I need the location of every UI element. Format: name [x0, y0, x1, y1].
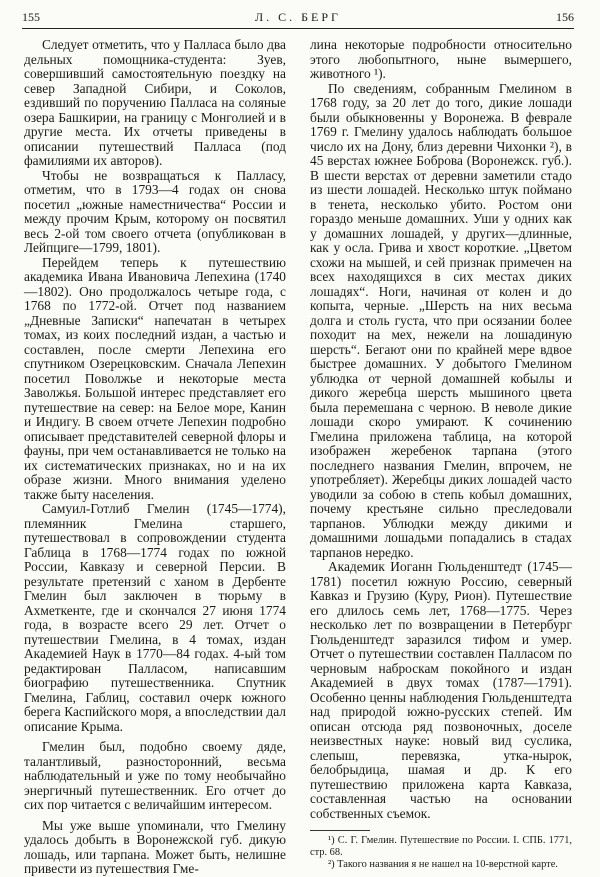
footnote: ²) Такого названия я не нашел на 10-верстной карте. [328, 859, 558, 870]
paragraph: Перейдем теперь к путешествию академика Ивана Ивановича Лепехина (1740—1802). Оно продолжалось четыре года, с 1768 по 1772-ой. Отчет под названием „Дневные Записки“ напечатан в четырех томах, из коих последний издан, а частью и составлен, после смерти Лепехина его спутником Озерецковским. Сначала Лепехин посетил Поволжье и некоторые места Заволжья. Большой интерес представляет его путешествие на север: на Белое море, Канин и Индигу. В своем отчете Лепехин подробно описывает представителей северной флоры и фауны, при чем останавливается не только на их систематических признаках, но и на их образе жизни. Много внимания уделено также быту населения. [24, 254, 286, 502]
left-column [24, 38, 286, 877]
running-header [22, 8, 574, 29]
paragraph: Следует отметить, что у Палласа было два дельных помощника-студента: Зуев, совершивший самостоятельную поездку на север Западной Сибири, и Соколов, ездивший по поручению Палласа на соляные озера Башкирии, на границу с Монголией и в другие места. Их отчеты приведены в описании путешествий Палласа (под фамилиями их авторов). [24, 37, 286, 168]
paragraph: Мы уже выше упоминали, что Гмелину удалось добыть в Воронежской губ. дикую лошадь, или тарпана. Может быть, нелишне привести из путешествия Гме- [24, 817, 286, 876]
page-number-right: 156 [556, 10, 574, 24]
right-column [310, 38, 572, 871]
paragraph: Гмелин был, подобно своему дяде, талантливый, разносторонний, весьма наблюдательный и уже по тому необычайно энергичный путешественник. Его отчет до сих пор читается с величайшим интересом. [24, 739, 286, 812]
paragraph: Академик Иоганн Гюльденштедт (1745—1781) посетил южную Россию, северный Кавказ и Грузию (Куру, Рион). Путешествие его длилось семь лет, 1768—1775. Через несколько лет по возвращении в Петербург Гюльденштедт заразился тифом и умер. Отчет о путешествии составлен Палласом по черновым наброскам покойного и издан Академией в двух томах (1787—1791). Особенно ценны наблюдения Гюльденштедта над природой южно-русских степей. Им описан отсюда ряд позвоночных, доселе неизвестных науке: новый вид суслика, слепыш, перевязка, утка-нырок, белобрыдица, шамая и др. К его путешествию приложена карта Кавказа, составленная частью на основании собственных съемок. [310, 559, 572, 821]
paragraph: По сведениям, собранным Гмелином в 1768 году, за 20 лет до того, дикие лошади были обыкновенны у Воронежа. В феврале 1769 г. Гмелину удалось наблюдать большое число их на Дону, близ деревни Чихонки ²), в 45 верстах южнее Боброва (Воронежск. губ.). В шести верстах от деревни заметили стадо из шести лошадей. Несколько штук поймано в тенета, несколько убито. Ростом они гораздо меньше домашних. Уши у одних как у домашних лошадей, у других—длинные, как у осла. Грива и хвост короткие. „Цветом схожи на мышей, и сей признак примечен на всех находящихся в сих местах диких лошадях“. Ноги, начиная от колен и до копыта, черные. „Шерсть на них весьма долга и столь густа, что при осязании более походит на мех, нежели на лошадиную шерсть“. Бегают они по крайней мере вдвое быстрее домашних. У добытого Гмелином ублюдка от черной домашней кобылы и дикого жеребца шерсть мышиного цвета была перемешана с черною. В неволе дикие лошади скоро умирают. К сочинению Гмелина приложена таблица, на которой изображен жеребенок тарпана (этого последнего названия Гмелин, впрочем, не употребляет). Жеребцы диких лошадей часто уводили за собою в степь кобыл домашних, почему крестьяне сильно преследовали тарпанов. Ублюдки между дикими и домашними лошадьми попадались в стадах тарпанов нередко. [310, 80, 572, 560]
footnote-divider [310, 830, 370, 831]
paragraph: Самуил-Готлиб Гмелин (1745—1774), племянник Гмелина старшего, путешествовал в сопровождении студента Габлица в 1768—1774 годах по южной России, Кавказу и северной Персии. В результате претензий с ханом в Дербенте Гмелин был заключен в тюрьму в Ахметкенте, где и скончался 27 июня 1774 года, в возрасте всего 29 лет. Отчет о путешествии Гмелина, в 4 томах, издан Академией Наук в 1770—84 годах. 4-ый том редактирован Палласом, написавшим биографию путешественника. Спутник Гмелина, Габлиц, составил очерк южного берега Каспийского моря, а впоследствии дал описание Крыма. [24, 501, 286, 734]
paragraph: Чтобы не возвращаться к Палласу, отметим, что в 1793—4 годах он снова посетил „южные наместничества“ России и между прочим Крым, которому он посвятил весь 2-ой том своего отчета (опубликован в Лейпциге—1799, 1801). [24, 167, 286, 255]
footnote: ¹) С. Г. Гмелин. Путешествие по России. I. СПБ. 1771, стр. 68. [310, 835, 572, 858]
paragraph: лина некоторые подробности относительно этого любопытного, ныне вымершего, животного ¹). [310, 37, 572, 81]
running-title: Л. С. БЕРГ [255, 10, 341, 24]
page-number-left: 155 [22, 10, 40, 24]
